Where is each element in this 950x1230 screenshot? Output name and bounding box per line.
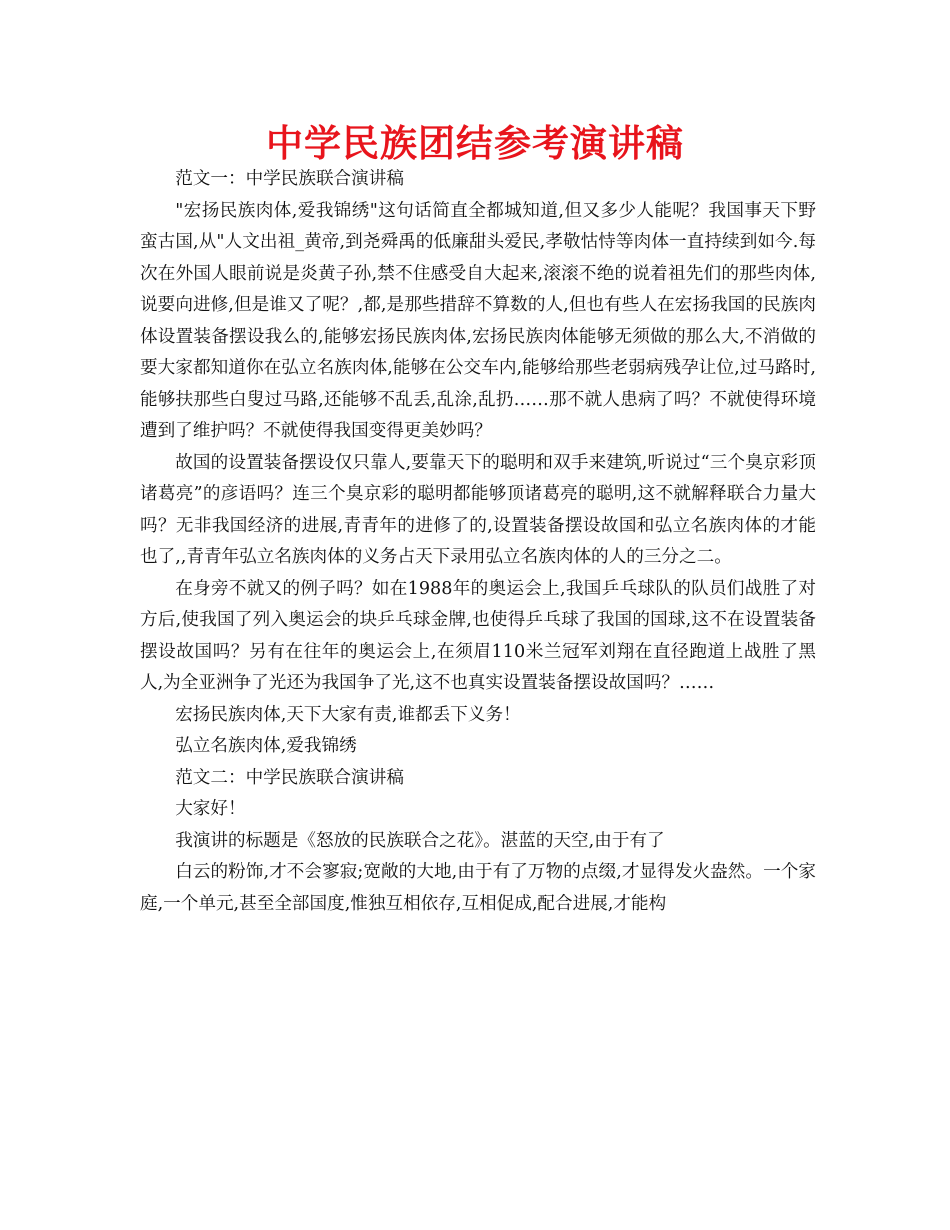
document-title: 中学民族团结参考演讲稿 xyxy=(266,122,684,165)
paragraph: 宏扬民族肉体,天下大家有责,谁都丢下义务！ xyxy=(175,704,521,725)
section-heading-2: 范文二：中学民族联合演讲稿 xyxy=(175,767,404,788)
document-body xyxy=(140,164,816,920)
paragraph: 白云的粉饰,才不会寥寂;宽敞的大地,由于有了万物的点缀,才显得发火盎然。一个家庭,一个单元,甚至全部国度,惟独互相依存,互相促成,配合进展,才能构 xyxy=(140,862,816,914)
paragraph: 我演讲的标题是《怒放的民族联合之花》。湛蓝的天空,由于有了 xyxy=(175,830,665,851)
paragraph: "宏扬民族肉体,爱我锦绣"这句话简直全都城知道,但又多少人能呢？我国事天下野蛮古国,从"人文出祖_黄帝,到尧舜禹的低廉甜头爱民,孝敬怙恃等肉体一直持续到如今.每次在外国人眼前说是炎黄子孙,禁不住感受自大起来,滚滚不绝的说着祖先们的那些肉体,说要向进修,但是谁又了呢？,都,是那些措辞不算数的人,但也有些人在宏扬我国的民族肉体设置装备摆设我么的,能够宏扬民族肉体,宏扬民族肉体能够无须做的那么大,不消做的要大家都知道你在弘立名族肉体,能够在公交车内,能够给那些老弱病残孕让位,过马路时,能够扶那些白叟过马路,还能够不乱丢,乱涂,乱扔……那不就人患病了吗？不就使得环境遭到了维护吗？不就使得我国变得更美妙吗？ xyxy=(140,200,816,441)
paragraph: 在身旁不就又的例子吗？如在1988年的奥运会上,我国乒乓球队的队员们战胜了对方后,使我国了列入奥运会的块乒乓球金牌,也使得乒乓球了我国的国球,这不在设置装备摆设故国吗？另有在往年的奥运会上,在须眉110米兰冠军刘翔在直径跑道上战胜了黑人,为全亚洲争了光还为我国争了光,这不也真实设置装备摆设故国吗？…… xyxy=(140,578,816,693)
paragraph: 故国的设置装备摆设仅只靠人,要靠天下的聪明和双手来建筑,听说过“三个臭京彩顶诸葛亮”的彦语吗？连三个臭京彩的聪明都能够顶诸葛亮的聪明,这不就解释联合力量大吗？无非我国经济的进展,青青年的进修了的,设置装备摆设故国和弘立名族肉体的才能也了,,青青年弘立名族肉体的义务占天下录用弘立名族肉体的人的三分之二。 xyxy=(140,452,816,567)
section-heading-1: 范文一：中学民族联合演讲稿 xyxy=(175,169,404,189)
paragraph: 弘立名族肉体,爱我锦绣 xyxy=(175,736,357,756)
paragraph: 大家好！ xyxy=(175,799,246,819)
